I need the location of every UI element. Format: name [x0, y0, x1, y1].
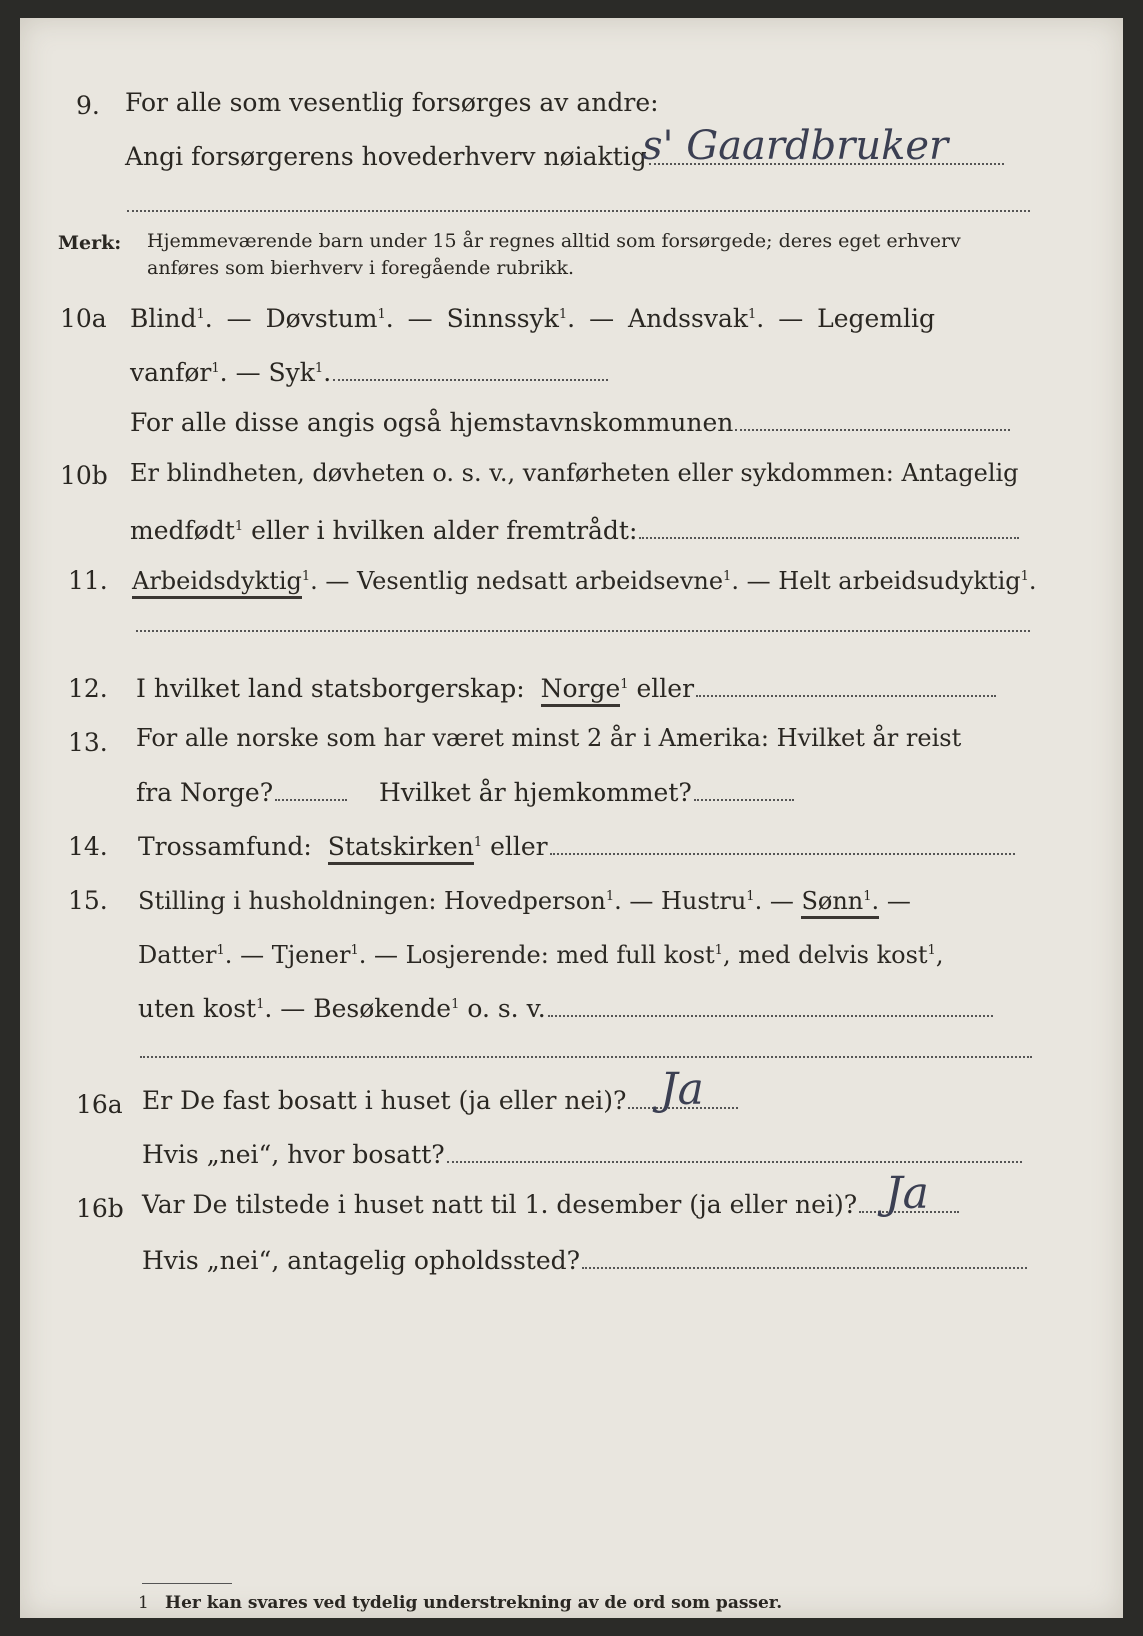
footnote-ref: 1 [216, 943, 225, 958]
q16b-opholdssted-answer-line[interactable] [582, 1267, 1027, 1269]
q16a-number: 16a [76, 1090, 123, 1119]
q16b-opholdssted-text: Hvis „nei“, antagelig opholdssted? [142, 1246, 581, 1275]
q11-number: 11. [68, 566, 108, 595]
footnote-ref: 1 [451, 997, 460, 1012]
option-legemlig[interactable]: — Legemlig [764, 304, 936, 333]
q13-reist-answer-line[interactable] [275, 799, 347, 801]
q12-answer-line[interactable] [696, 695, 996, 697]
q15-answer-line[interactable] [548, 1015, 993, 1017]
footnote-separator [142, 1583, 232, 1584]
footnote-ref: 1 [863, 889, 872, 904]
q12-eller: eller [636, 674, 695, 703]
q15-line3 [138, 990, 993, 1024]
q16a-question: Er De fast bosatt i huset (ja eller nei)? [142, 1086, 627, 1115]
footnote-ref: 1 [605, 889, 615, 904]
q16b-number: 16b [76, 1194, 124, 1223]
footnote-ref: 1 [350, 943, 359, 958]
q13-hjemkommet-answer-line[interactable] [694, 799, 794, 801]
merk-label: Merk: [58, 232, 122, 254]
punctuation: . [614, 887, 622, 915]
q13-number: 13. [68, 728, 108, 757]
option-arbeidsudyktig[interactable]: — Helt arbeidsudyktig [738, 567, 1021, 595]
option-hovedperson[interactable]: Stilling i husholdningen: Hovedperson [138, 887, 606, 915]
q10a-number: 10a [60, 304, 107, 333]
footnote-ref: 1 [1020, 569, 1029, 584]
footnote-ref: 1 [211, 361, 220, 376]
q13-line2 [136, 778, 794, 808]
punctuation: . [756, 304, 765, 333]
q13-hjemkommet-text: Hvilket år hjemkommet? [378, 778, 692, 807]
footnote-ref: 1 [256, 997, 265, 1012]
q10b-line1: Er blindheten, døvheten o. s. v., vanførheten eller sykdommen: Antagelig [130, 459, 1019, 487]
footnote-ref: 1 [234, 519, 244, 534]
q10b-answer-line[interactable] [639, 537, 1019, 539]
footnote-ref: 1 [473, 835, 483, 850]
footnote-text: Her kan svares ved tydelig understrekning av de ord som passer. [165, 1593, 783, 1613]
q10a-syk-answer-line[interactable] [333, 379, 608, 381]
option-norge-underlined[interactable]: Norge [541, 674, 621, 707]
punctuation: . [567, 304, 576, 333]
footnote-ref: 1 [301, 569, 311, 584]
punctuation: . [385, 304, 394, 333]
punctuation: . [871, 887, 880, 915]
punctuation: . [310, 567, 318, 595]
q14-text: Trossamfund: [138, 832, 312, 861]
q10a-line1 [130, 300, 935, 334]
q14-number: 14. [68, 832, 108, 861]
q16a-bosatt-text: Hvis „nei“, hvor bosatt? [142, 1140, 445, 1169]
q15-number: 15. [68, 886, 108, 915]
census-form-page [20, 18, 1123, 1618]
q16a-line1 [142, 1086, 738, 1116]
q9-number: 9. [76, 91, 100, 120]
q10a-hjemstavn-answer-line[interactable] [735, 429, 1010, 431]
q16b-handwritten-answer: Ja [885, 1168, 929, 1219]
q12-number: 12. [68, 674, 108, 703]
q15-osv: o. s. v. [459, 994, 546, 1023]
footnote-ref: 1 [748, 307, 757, 322]
option-dovstum[interactable]: — Døvstum [212, 304, 378, 333]
punctuation: . [1028, 567, 1037, 595]
q16a-handwritten-answer: Ja [660, 1064, 704, 1115]
q16b-question: Var De tilstede i huset natt til 1. desember (ja eller nei)? [142, 1190, 858, 1219]
q16a-line2 [142, 1140, 1022, 1170]
option-hustru[interactable]: — Hustru [621, 887, 747, 915]
q14-answer-line[interactable] [550, 853, 1015, 855]
q10a-hjemstavn-text: For alle disse angis også hjemstavnskommunen [130, 408, 734, 437]
q9-line2-text: Angi forsørgerens hovederhverv nøiaktig [125, 142, 647, 171]
option-nedsatt-arbeidsevne[interactable]: — Vesentlig nedsatt arbeidsevne [317, 567, 724, 595]
footnote-ref: 1 [196, 307, 205, 322]
footnote-ref: 1 [377, 307, 386, 322]
punctuation: . [358, 941, 367, 969]
footnote-ref: 1 [746, 889, 755, 904]
q16a-bosatt-answer-line[interactable] [447, 1161, 1022, 1163]
footnote-ref: 1 [558, 307, 568, 322]
option-sinnssyk[interactable]: — Sinnssyk [393, 304, 559, 333]
q14-line [138, 828, 1015, 862]
footnote-ref: 1 [620, 677, 629, 692]
merk-line2: anføres som bierhverv i foregående rubrikk. [147, 257, 575, 279]
option-sonn-underlined[interactable] [801, 887, 879, 919]
q16b-line2 [142, 1246, 1027, 1276]
q10a-line3 [130, 408, 1010, 438]
option-tjener[interactable]: — Tjener [232, 941, 351, 969]
punctuation: . [224, 941, 233, 969]
option-datter[interactable]: Datter [138, 941, 217, 969]
punctuation: . [219, 358, 228, 387]
q12-text: I hvilket land statsborgerskap: [136, 674, 525, 703]
merk-line1: Hjemmeværende barn under 15 år regnes alltid som forsørgede; deres eget erhverv [147, 230, 961, 252]
q15-line2: Datter$^1$. — Tjener$^1$. — Losjerende: med full kost$^1$, med delvis kost$^1$, [138, 941, 944, 969]
footnote [138, 1590, 782, 1616]
q16b-line1 [142, 1190, 959, 1220]
q11-extra-line[interactable] [136, 630, 1030, 632]
q13-line1: For alle norske som har været minst 2 år i Amerika: Hvilket år reist [136, 724, 962, 752]
q10b-alder-text: eller i hvilken alder fremtrådt: [243, 516, 638, 545]
option-sonn-label: Sønn [801, 887, 864, 915]
option-arbeidsdyktig-underlined[interactable]: Arbeidsdyktig [132, 567, 302, 599]
option-besokende[interactable]: — Besøkende [272, 994, 452, 1023]
punctuation: . [731, 567, 739, 595]
option-delvis-kost[interactable]: , med delvis kost [722, 941, 928, 969]
q9-line1: For alle som vesentlig forsørges av andre: [125, 88, 659, 117]
option-uten-kost[interactable]: uten kost [138, 994, 257, 1023]
footnote-ref: 1 [314, 361, 324, 376]
footnote-mark: 1 [138, 1593, 149, 1613]
footnote-ref: 1 [714, 943, 723, 958]
q14-eller: eller [490, 832, 548, 861]
q9-handwritten-answer: s' Gaardbruker [642, 123, 949, 169]
punctuation: . [264, 994, 273, 1023]
option-andssvak[interactable]: — Andssvak [575, 304, 749, 333]
q11-line [132, 562, 1037, 596]
punctuation: . [204, 304, 213, 333]
punctuation: . [323, 358, 332, 387]
q9-extra-line[interactable] [127, 210, 1030, 212]
q10b-number: 10b [60, 461, 108, 490]
q10b-line2 [130, 512, 1019, 546]
option-statskirken-underlined[interactable]: Statskirken [328, 832, 474, 865]
q15-extra-line[interactable] [140, 1056, 1032, 1058]
q15-line1: Stilling i husholdningen: Hovedperson$^1$. — Hustru$^1$. — Sønn$^1$. — [138, 882, 911, 916]
q12-line [136, 670, 996, 704]
q10a-line2 [130, 354, 608, 388]
option-full-kost[interactable]: — Losjerende: med full kost [366, 941, 715, 969]
q13-reist-text: fra Norge? [136, 778, 274, 807]
footnote-ref: 1 [927, 943, 936, 958]
option-syk[interactable]: — Syk [227, 358, 315, 387]
option-vanfor[interactable]: vanfør [130, 358, 212, 387]
option-blind[interactable]: Blind [130, 304, 197, 333]
option-medfodt[interactable]: medfødt [130, 516, 235, 545]
footnote-ref: 1 [723, 569, 732, 584]
